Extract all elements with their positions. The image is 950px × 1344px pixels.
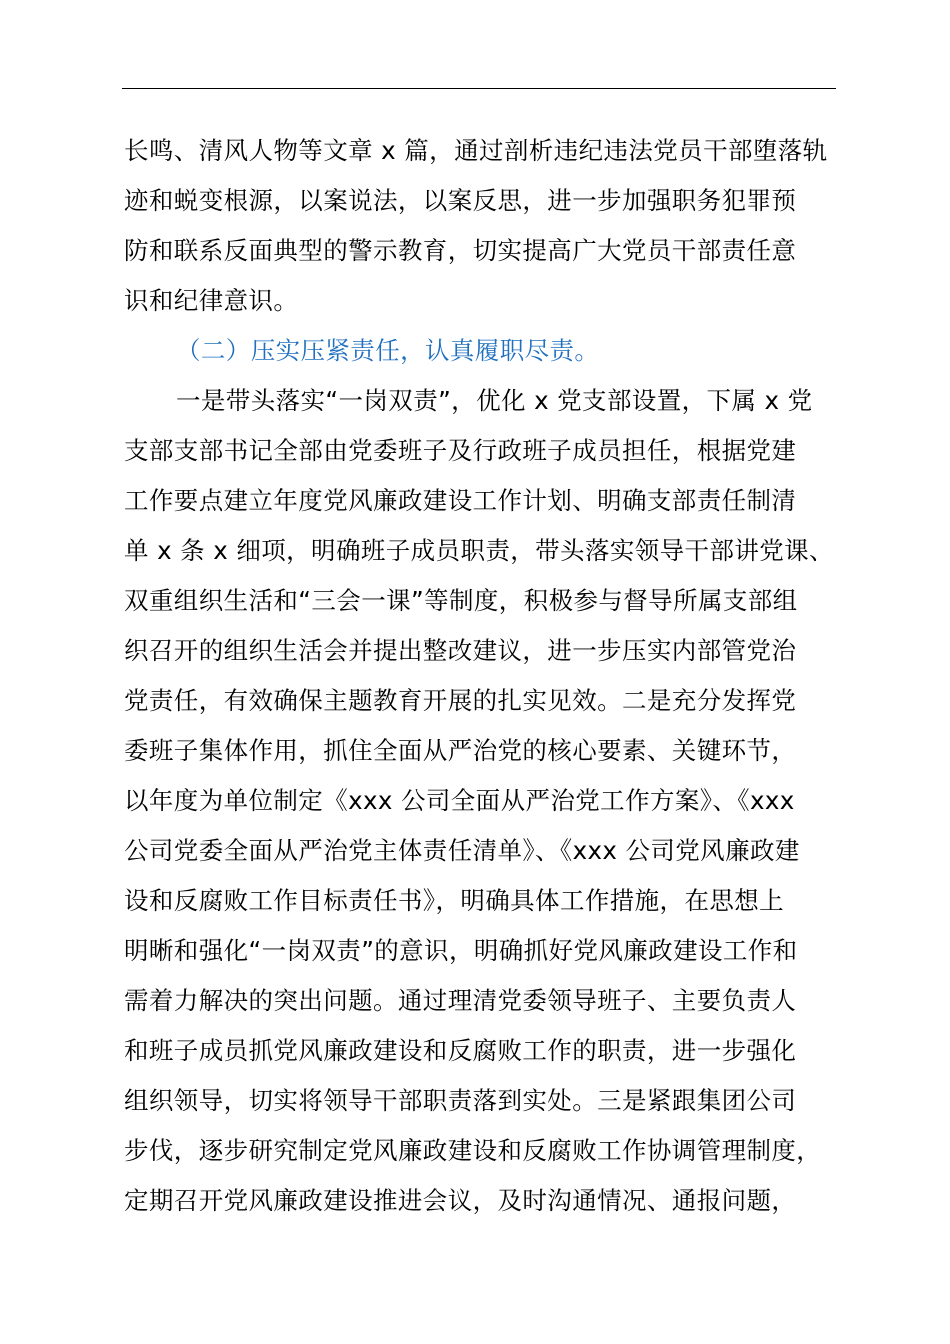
text-line: 公司党委全面从严治党主体责任清单》、《xxx 公司党风廉政建: [124, 836, 800, 865]
text-line: 迹和蜕变根源，以案说法，以案反思，进一步加强职务犯罪预: [124, 186, 797, 215]
text-line: 长鸣、清风人物等文章 x 篇，通过剖析违纪违法党员干部堕落轨: [124, 136, 828, 165]
text-line: 设和反腐败工作目标责任书》，明确具体工作措施，在思想上: [124, 886, 785, 915]
text-line: 需着力解决的突出问题。通过理清党委领导班子、主要负责人: [124, 986, 797, 1015]
text-line: 明晰和强化“一岗双责”的意识，明确抓好党风廉政建设工作和: [124, 936, 798, 965]
text-line: 定期召开党风廉政建设推进会议，及时沟通情况、通报问题，: [124, 1186, 797, 1215]
paragraph-first-line: 一是带头落实“一岗双责”，优化 x 党支部设置，下属 x 党: [176, 386, 813, 415]
text-line: 以年度为单位制定《xxx 公司全面从严治党工作方案》、《xxx: [124, 786, 795, 815]
text-line: 委班子集体作用，抓住全面从严治党的核心要素、关键环节，: [124, 736, 797, 765]
text-line: 单 x 条 x 细项，明确班子成员职责，带头落实领导干部讲党课、: [124, 536, 834, 565]
text-line: 识和纪律意识。: [124, 286, 299, 315]
text-line: 和班子成员抓党风廉政建设和反腐败工作的职责，进一步强化: [124, 1036, 797, 1065]
header-rule: [122, 88, 836, 89]
section-heading: （二）压实压紧责任，认真履职尽责。: [176, 336, 600, 365]
text-line: 工作要点建立年度党风廉政建设工作计划、明确支部责任制清: [124, 486, 797, 515]
text-line: 步伐，逐步研究制定党风廉政建设和反腐败工作协调管理制度，: [124, 1136, 822, 1165]
text-line: 支部支部书记全部由党委班子及行政班子成员担任，根据党建: [124, 436, 797, 465]
text-line: 双重组织生活和“三会一课”等制度，积极参与督导所属支部组: [124, 586, 798, 615]
text-line: 织召开的组织生活会并提出整改建议，进一步压实内部管党治: [124, 636, 797, 665]
text-line: 党责任，有效确保主题教育开展的扎实见效。二是充分发挥党: [124, 686, 797, 715]
text-line: 防和联系反面典型的警示教育，切实提高广大党员干部责任意: [124, 236, 797, 265]
document-body: [124, 126, 844, 1226]
text-line: 组织领导，切实将领导干部职责落到实处。三是紧跟集团公司: [124, 1086, 797, 1115]
